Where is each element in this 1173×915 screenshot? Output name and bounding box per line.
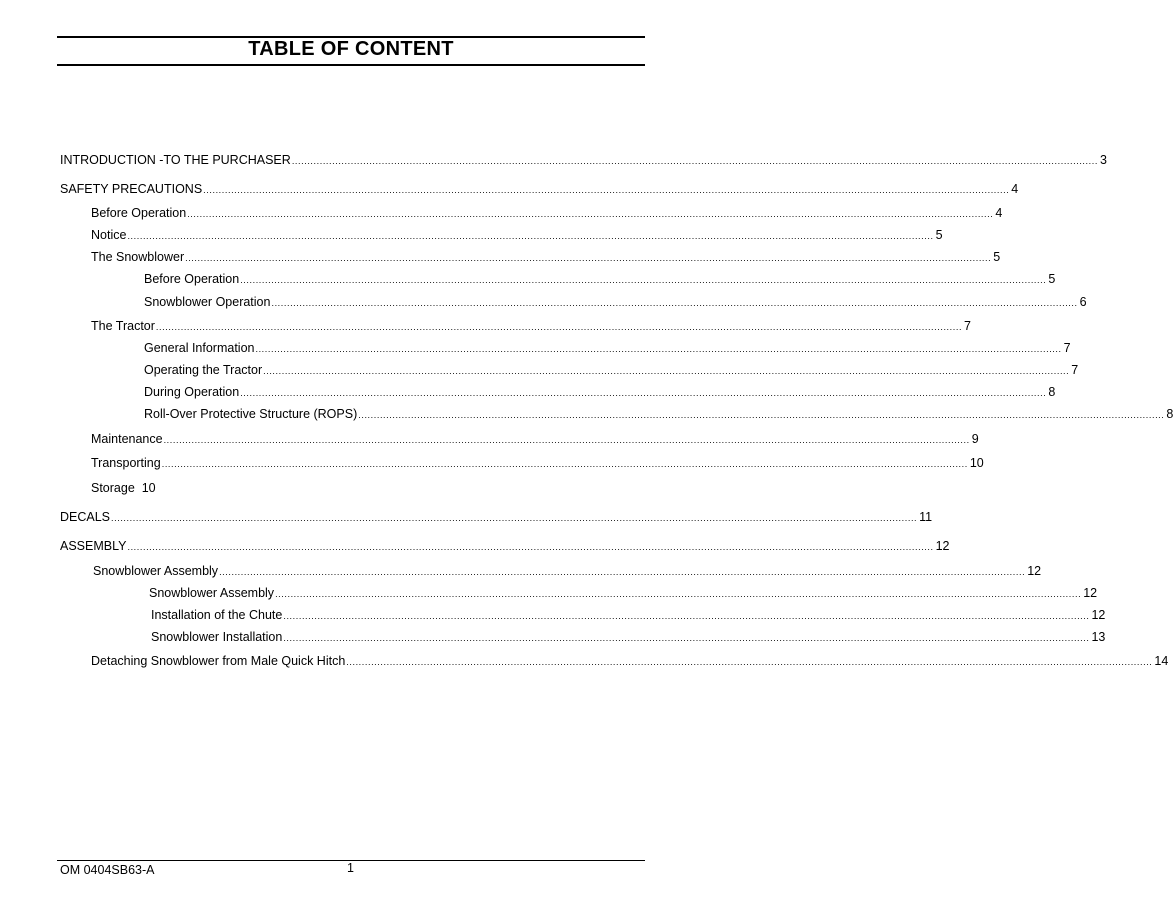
toc-entry-storage[interactable]: Storage 10 [91, 481, 156, 495]
toc-entry-label: The Tractor [91, 319, 155, 333]
toc-entry[interactable] [144, 384, 1056, 400]
dot-leader: .................................................................................................................................................................................................................................................................... [203, 185, 1010, 195]
toc-entry-page: 12 [1083, 586, 1098, 600]
toc-entry-page: 4 [1011, 182, 1019, 196]
dot-leader: .................................................................................................................................................................................................................................................................... [283, 611, 1090, 621]
toc-entry[interactable] [60, 152, 1107, 168]
dot-leader: .................................................................................................................................................................................................................................................................... [219, 567, 1026, 577]
dot-leader: .................................................................................................................................................................................................................................................................... [240, 275, 1047, 285]
toc-entry-page: 13 [1091, 630, 1106, 644]
toc-entry-page: 7 [1063, 341, 1071, 355]
toc-entry-page: 7 [964, 319, 971, 333]
dot-leader: .................................................................................................................................................................................................................................................................... [263, 366, 1070, 376]
toc-entry-page: 12 [1027, 564, 1042, 578]
toc-entry-page: 9 [971, 432, 979, 446]
dot-leader: .................................................................................................................................................................................................................................................................... [240, 388, 1047, 398]
toc-entry-page: 3 [1099, 153, 1107, 167]
dot-leader: .................................................................................................................................................................................................................................................................... [255, 344, 1062, 354]
dot-leader: .................................................................................................................................................................................................................................................................... [185, 253, 992, 263]
dot-leader: .................................................................................................................................................................................................................................................................... [283, 633, 1090, 643]
toc-entry-label: Snowblower Installation [151, 630, 283, 644]
toc-entry-page: 8 [1166, 407, 1173, 421]
toc-entry-label: Transporting [91, 456, 161, 470]
toc-entry[interactable] [91, 653, 1169, 669]
header-rule-bottom [57, 64, 645, 66]
toc-entry-label: DECALS [60, 510, 111, 524]
toc-entry[interactable] [151, 607, 1106, 623]
toc-entry-page: 5 [1048, 272, 1056, 286]
toc-entry-page: 8 [1048, 385, 1056, 399]
toc-entry-label: General Information [144, 341, 255, 355]
toc-entry[interactable] [60, 538, 950, 554]
page-title: TABLE OF CONTENT [248, 38, 454, 60]
toc-entry-page: 12 [935, 539, 950, 553]
toc-entry-label: Notice [91, 228, 127, 242]
toc-entry-label: During Operation [144, 385, 240, 399]
page-number: 1 [347, 861, 354, 875]
toc-entry-label: Installation of the Chute [151, 608, 283, 622]
dot-leader: .................................................................................................................................................................................................................................................................... [111, 513, 918, 523]
toc-entry[interactable] [91, 318, 971, 334]
toc-entry[interactable] [151, 629, 1106, 645]
dot-leader: .................................................................................................................................................................................................................................................................... [291, 156, 1098, 166]
toc-entry[interactable] [144, 294, 1087, 310]
toc-entry-label: Operating the Tractor [144, 363, 263, 377]
toc-entry[interactable] [60, 509, 933, 525]
toc-entry-label: Snowblower Operation [144, 295, 271, 309]
toc-entry[interactable] [91, 249, 1001, 265]
toc-entry-page: 4 [995, 206, 1003, 220]
dot-leader: .................................................................................................................................................................................................................................................................... [275, 589, 1082, 599]
toc-entry-page: 5 [993, 250, 1001, 264]
toc-entry[interactable] [93, 563, 1042, 579]
dot-leader: .................................................................................................................................................................................................................................................................... [161, 459, 968, 469]
dot-leader: .................................................................................................................................................................................................................................................................... [187, 209, 994, 219]
dot-leader: .................................................................................................................................................................................................................................................................... [358, 410, 1165, 420]
toc-entry[interactable] [144, 362, 1079, 378]
toc-entry[interactable] [91, 227, 943, 243]
toc-entry[interactable] [91, 205, 1003, 221]
toc-entry-page: 11 [919, 510, 933, 524]
toc-entry-label: SAFETY PRECAUTIONS [60, 182, 203, 196]
toc-entry-label: The Snowblower [91, 250, 185, 264]
dot-leader: .................................................................................................................................................................................................................................................................... [346, 657, 1153, 667]
dot-leader: .................................................................................................................................................................................................................................................................... [127, 542, 934, 552]
toc-entry[interactable] [144, 340, 1071, 356]
dot-leader: .................................................................................................................................................................................................................................................................... [127, 231, 934, 241]
toc-entry-label: Detaching Snowblower from Male Quick Hitch [91, 654, 346, 668]
toc-entry[interactable] [149, 585, 1098, 601]
toc-entry-page: 6 [1079, 295, 1087, 309]
toc-entry[interactable] [144, 406, 1173, 422]
toc-entry-page: 7 [1071, 363, 1079, 377]
toc-entry-label: Before Operation [144, 272, 240, 286]
toc-entry-label: Snowblower Assembly [93, 564, 219, 578]
toc-entry-label: ASSEMBLY [60, 539, 127, 553]
toc-entry-page: 5 [935, 228, 943, 242]
toc-entry[interactable] [60, 181, 1019, 197]
toc-entry[interactable] [144, 271, 1056, 287]
toc-entry[interactable] [91, 431, 979, 447]
dot-leader: .................................................................................................................................................................................................................................................................... [271, 298, 1078, 308]
toc-entry-page: 10 [969, 456, 984, 470]
toc-entry-label: INTRODUCTION -TO THE PURCHASER [60, 153, 291, 167]
toc-entry-label: Roll-Over Protective Structure (ROPS) [144, 407, 358, 421]
toc-entry-page: 12 [1091, 608, 1106, 622]
toc-entry-page: 14 [1154, 654, 1169, 668]
toc-entry-label: Maintenance [91, 432, 163, 446]
toc-entry-label: Snowblower Assembly [149, 586, 275, 600]
dot-leader: .................................................................................................................................................................................................................................................................... [163, 435, 970, 445]
toc-entry[interactable] [91, 455, 984, 471]
document-code: OM 0404SB63-A [60, 863, 155, 877]
toc-entry-label: Before Operation [91, 206, 187, 220]
dot-leader: .................................................................................................................................................................................................................................................................... [155, 322, 963, 332]
